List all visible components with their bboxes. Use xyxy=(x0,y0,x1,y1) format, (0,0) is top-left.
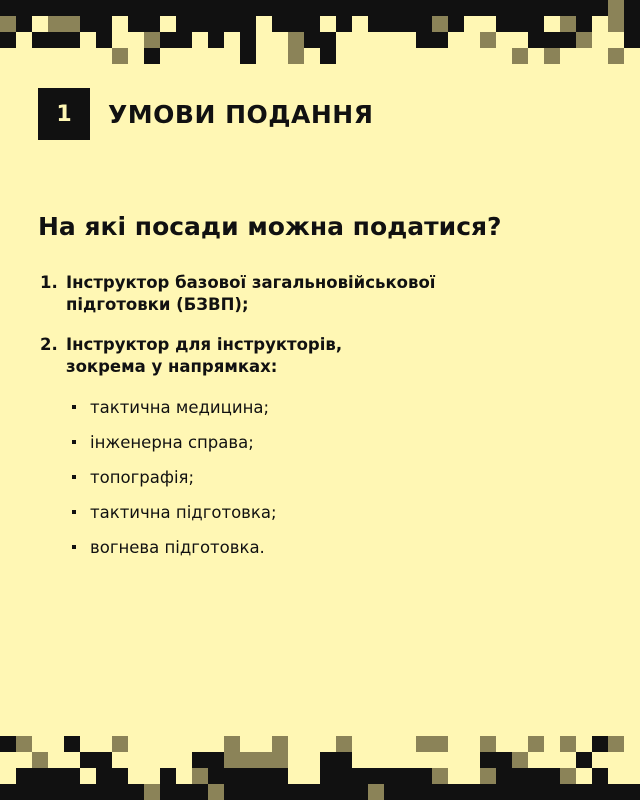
pixel-tile xyxy=(480,0,496,16)
pixel-tile xyxy=(16,784,32,800)
pixel-tile xyxy=(320,784,336,800)
pixel-tile xyxy=(304,32,320,48)
pixel-tile xyxy=(288,16,304,32)
pixel-tile xyxy=(32,32,48,48)
pixel-tile xyxy=(208,16,224,32)
pixel-tile xyxy=(80,0,96,16)
pixel-tile xyxy=(368,16,384,32)
pixel-tile xyxy=(224,784,240,800)
pixel-tile xyxy=(256,0,272,16)
pixel-tile xyxy=(496,16,512,32)
pixel-tile xyxy=(352,768,368,784)
pixel-tile xyxy=(480,784,496,800)
pixel-tile xyxy=(576,32,592,48)
pixel-tile xyxy=(240,0,256,16)
pixel-tile xyxy=(368,768,384,784)
pixel-tile xyxy=(624,16,640,32)
pixel-tile xyxy=(256,784,272,800)
pixel-tile xyxy=(112,0,128,16)
pixel-tile xyxy=(528,784,544,800)
directions-list xyxy=(72,396,600,558)
top-pixel-border xyxy=(0,0,640,64)
pixel-tile xyxy=(208,752,224,768)
position-item-2 xyxy=(40,334,600,378)
section-number-badge: 1 xyxy=(38,88,90,140)
pixel-tile xyxy=(624,32,640,48)
pixel-tile xyxy=(560,784,576,800)
position-number: 1. xyxy=(40,273,58,292)
pixel-tile xyxy=(64,784,80,800)
pixel-tile xyxy=(416,0,432,16)
pixel-tile xyxy=(576,16,592,32)
pixel-tile xyxy=(64,32,80,48)
pixel-tile xyxy=(512,0,528,16)
pixel-tile xyxy=(416,768,432,784)
pixel-tile xyxy=(272,752,288,768)
pixel-tile xyxy=(416,16,432,32)
pixel-tile xyxy=(352,784,368,800)
pixel-tile xyxy=(480,768,496,784)
pixel-tile xyxy=(256,752,272,768)
question-heading: На які посади можна податися? xyxy=(38,212,502,241)
pixel-tile xyxy=(32,768,48,784)
pixel-tile xyxy=(272,768,288,784)
pixel-tile xyxy=(608,736,624,752)
pixel-tile xyxy=(400,784,416,800)
pixel-tile xyxy=(368,784,384,800)
direction-item xyxy=(72,396,600,418)
pixel-tile xyxy=(352,0,368,16)
pixel-tile xyxy=(320,768,336,784)
pixel-tile xyxy=(0,0,16,16)
pixel-tile xyxy=(336,0,352,16)
pixel-tile xyxy=(320,0,336,16)
pixel-tile xyxy=(16,736,32,752)
section-header xyxy=(38,88,373,140)
pixel-tile xyxy=(208,784,224,800)
pixel-tile xyxy=(544,784,560,800)
pixel-tile xyxy=(624,0,640,16)
pixel-tile xyxy=(80,16,96,32)
pixel-tile xyxy=(496,0,512,16)
pixel-tile xyxy=(224,16,240,32)
pixel-tile xyxy=(208,32,224,48)
pixel-tile xyxy=(96,752,112,768)
pixel-tile xyxy=(448,0,464,16)
pixel-tile xyxy=(528,0,544,16)
pixel-tile xyxy=(240,752,256,768)
pixel-tile xyxy=(304,784,320,800)
pixel-tile xyxy=(64,16,80,32)
pixel-tile xyxy=(176,16,192,32)
pixel-tile xyxy=(592,0,608,16)
pixel-tile xyxy=(192,752,208,768)
pixel-tile xyxy=(128,0,144,16)
pixel-tile xyxy=(112,736,128,752)
pixel-tile xyxy=(432,768,448,784)
pixel-tile xyxy=(64,736,80,752)
pixel-tile xyxy=(192,768,208,784)
pixel-tile xyxy=(64,768,80,784)
pixel-tile xyxy=(320,752,336,768)
pixel-tile xyxy=(496,752,512,768)
pixel-tile xyxy=(32,784,48,800)
pixel-tile xyxy=(544,48,560,64)
position-item-1 xyxy=(40,272,600,316)
section-title: УМОВИ ПОДАННЯ xyxy=(108,99,374,129)
pixel-tile xyxy=(272,784,288,800)
pixel-tile xyxy=(528,16,544,32)
pixel-tile xyxy=(224,752,240,768)
pixel-tile xyxy=(272,16,288,32)
pixel-tile xyxy=(288,784,304,800)
pixel-tile xyxy=(144,48,160,64)
pixel-tile xyxy=(576,752,592,768)
pixel-tile xyxy=(592,768,608,784)
positions-list xyxy=(40,272,600,558)
direction-text: топографія; xyxy=(90,467,195,487)
pixel-tile xyxy=(496,768,512,784)
pixel-tile xyxy=(224,736,240,752)
pixel-tile xyxy=(112,768,128,784)
pixel-tile xyxy=(160,768,176,784)
pixel-tile xyxy=(528,768,544,784)
pixel-tile xyxy=(80,752,96,768)
pixel-tile xyxy=(336,752,352,768)
pixel-tile xyxy=(384,784,400,800)
pixel-tile xyxy=(336,736,352,752)
pixel-tile xyxy=(544,32,560,48)
pixel-tile xyxy=(432,784,448,800)
pixel-tile xyxy=(240,16,256,32)
position-number: 2. xyxy=(40,335,58,354)
pixel-tile xyxy=(144,784,160,800)
pixel-tile xyxy=(96,32,112,48)
pixel-tile xyxy=(512,16,528,32)
pixel-tile xyxy=(240,48,256,64)
pixel-tile xyxy=(368,0,384,16)
pixel-tile xyxy=(240,784,256,800)
pixel-tile xyxy=(416,736,432,752)
pixel-tile xyxy=(560,736,576,752)
pixel-tile xyxy=(160,0,176,16)
pixel-tile xyxy=(16,16,32,32)
pixel-tile xyxy=(448,16,464,32)
pixel-tile xyxy=(192,784,208,800)
pixel-tile xyxy=(416,32,432,48)
pixel-tile xyxy=(240,768,256,784)
pixel-tile xyxy=(48,768,64,784)
pixel-tile xyxy=(576,784,592,800)
pixel-tile xyxy=(96,768,112,784)
pixel-tile xyxy=(400,16,416,32)
pixel-tile xyxy=(144,0,160,16)
position-text: Інструктор базової загальновійськової підготовки (БЗВП); xyxy=(66,273,436,314)
pixel-tile xyxy=(560,16,576,32)
pixel-tile xyxy=(48,16,64,32)
pixel-tile xyxy=(128,16,144,32)
pixel-tile xyxy=(288,0,304,16)
pixel-tile xyxy=(560,0,576,16)
pixel-tile xyxy=(0,736,16,752)
pixel-tile xyxy=(432,16,448,32)
pixel-tile xyxy=(384,768,400,784)
pixel-tile xyxy=(448,784,464,800)
pixel-tile xyxy=(512,768,528,784)
pixel-tile xyxy=(64,0,80,16)
pixel-tile xyxy=(304,0,320,16)
pixel-tile xyxy=(464,0,480,16)
pixel-tile xyxy=(512,48,528,64)
pixel-tile xyxy=(544,768,560,784)
pixel-tile xyxy=(224,0,240,16)
pixel-tile xyxy=(48,32,64,48)
pixel-tile xyxy=(176,0,192,16)
pixel-tile xyxy=(160,32,176,48)
pixel-tile xyxy=(48,0,64,16)
bottom-pixel-border xyxy=(0,736,640,800)
pixel-tile xyxy=(432,736,448,752)
pixel-tile xyxy=(80,784,96,800)
pixel-tile xyxy=(112,48,128,64)
pixel-tile xyxy=(480,32,496,48)
pixel-tile xyxy=(16,0,32,16)
pixel-tile xyxy=(608,784,624,800)
pixel-tile xyxy=(432,0,448,16)
pixel-tile xyxy=(0,16,16,32)
pixel-tile xyxy=(192,0,208,16)
pixel-tile xyxy=(480,736,496,752)
pixel-tile xyxy=(560,768,576,784)
pixel-tile xyxy=(608,0,624,16)
pixel-tile xyxy=(528,736,544,752)
pixel-tile xyxy=(144,16,160,32)
pixel-tile xyxy=(544,0,560,16)
pixel-tile xyxy=(608,16,624,32)
pixel-tile xyxy=(176,784,192,800)
pixel-tile xyxy=(32,752,48,768)
pixel-tile xyxy=(112,784,128,800)
pixel-tile xyxy=(512,752,528,768)
bullet-icon xyxy=(72,405,76,409)
pixel-tile xyxy=(416,784,432,800)
pixel-tile xyxy=(480,752,496,768)
pixel-tile xyxy=(400,0,416,16)
pixel-tile xyxy=(336,16,352,32)
pixel-tile xyxy=(336,784,352,800)
bullet-icon xyxy=(72,545,76,549)
pixel-tile xyxy=(224,768,240,784)
direction-text: тактична медицина; xyxy=(90,397,270,417)
bullet-icon xyxy=(72,510,76,514)
pixel-tile xyxy=(0,32,16,48)
direction-text: вогнева підготовка. xyxy=(90,537,265,557)
pixel-tile xyxy=(384,0,400,16)
direction-item xyxy=(72,501,600,523)
pixel-tile xyxy=(128,784,144,800)
pixel-tile xyxy=(288,48,304,64)
pixel-tile xyxy=(336,768,352,784)
pixel-tile xyxy=(0,784,16,800)
pixel-tile xyxy=(240,32,256,48)
direction-text: тактична підготовка; xyxy=(90,502,277,522)
pixel-tile xyxy=(592,736,608,752)
direction-text: інженерна справа; xyxy=(90,432,254,452)
position-text: Інструктор для інструкторів, зокрема у напрямках: xyxy=(66,335,343,376)
direction-item xyxy=(72,431,600,453)
pixel-tile xyxy=(272,736,288,752)
pixel-tile xyxy=(32,0,48,16)
pixel-tile xyxy=(560,32,576,48)
pixel-tile xyxy=(304,16,320,32)
pixel-tile xyxy=(288,32,304,48)
pixel-tile xyxy=(608,48,624,64)
pixel-tile xyxy=(192,16,208,32)
pixel-tile xyxy=(176,32,192,48)
pixel-tile xyxy=(256,768,272,784)
bullet-icon xyxy=(72,475,76,479)
pixel-tile xyxy=(464,784,480,800)
pixel-tile xyxy=(144,32,160,48)
pixel-tile xyxy=(208,768,224,784)
pixel-tile xyxy=(432,32,448,48)
pixel-tile xyxy=(592,784,608,800)
pixel-tile xyxy=(48,784,64,800)
pixel-tile xyxy=(576,0,592,16)
pixel-tile xyxy=(496,784,512,800)
direction-item xyxy=(72,466,600,488)
pixel-tile xyxy=(528,32,544,48)
pixel-tile xyxy=(160,784,176,800)
direction-item xyxy=(72,536,600,558)
pixel-tile xyxy=(624,784,640,800)
bullet-icon xyxy=(72,440,76,444)
pixel-tile xyxy=(96,16,112,32)
pixel-tile xyxy=(96,0,112,16)
pixel-tile xyxy=(512,784,528,800)
pixel-tile xyxy=(320,32,336,48)
pixel-tile xyxy=(96,784,112,800)
pixel-tile xyxy=(272,0,288,16)
pixel-tile xyxy=(400,768,416,784)
pixel-tile xyxy=(16,768,32,784)
pixel-tile xyxy=(384,16,400,32)
pixel-tile xyxy=(320,48,336,64)
pixel-tile xyxy=(208,0,224,16)
